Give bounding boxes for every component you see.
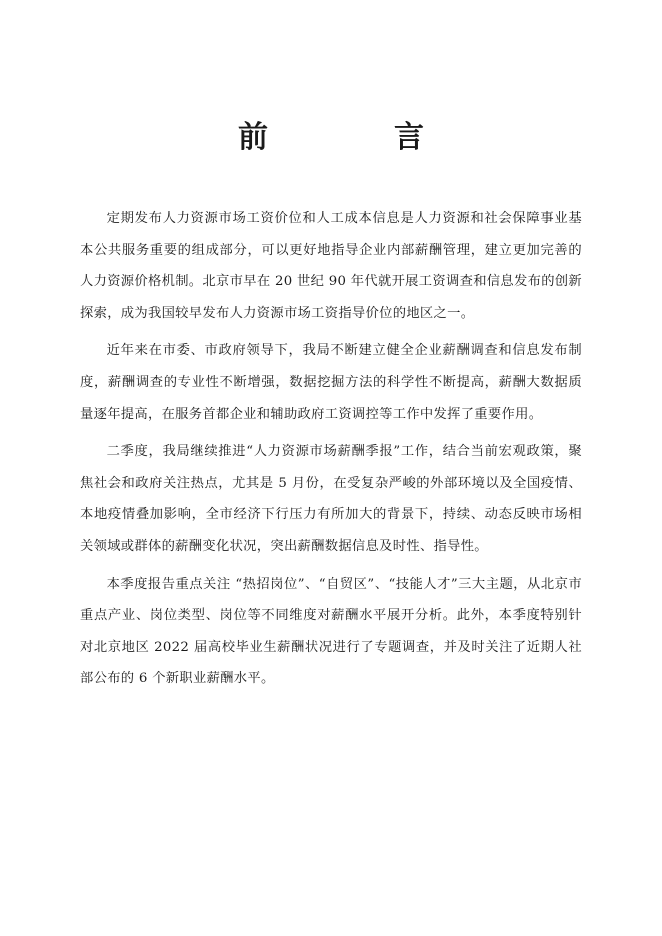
paragraph-3: 二季度，我局继续推进“人力资源市场薪酬季报”工作，结合当前宏观政策，聚焦社会和政府关注热点，尤其是 5 月份，在受复杂严峻的外部环境以及全国疫情、本地疫情叠加影响，全市经济下行压力有所加大的背景下，持续、动态反映市场相关领域或群体的薪酬变化状况，突出薪酬数据信息及时性、指导性。 xyxy=(80,444,582,554)
body-text xyxy=(80,203,582,701)
paragraph-1: 定期发布人力资源市场工资价位和人工成本信息是人力资源和社会保障事业基本公共服务重要的组成部分，可以更好地指导企业内部薪酬管理，建立更加完善的人力资源价格机制。北京市早在 20 世纪 90 年代就开展工资调查和信息发布的创新探索，成为我国较早发布人力资源市场工资指导价位的地区之一。 xyxy=(80,211,582,321)
page-title: 前 言 xyxy=(238,120,472,155)
paragraph-2: 近年来在市委、市政府领导下，我局不断建立健全企业薪酬调查和信息发布制度，薪酬调查的专业性不断增强，数据挖掘方法的科学性不断提高，薪酬大数据质量逐年提高，在服务首都企业和辅助政府工资调控等工作中发挥了重要作用。 xyxy=(80,343,582,422)
paragraph-4: 本季度报告重点关注 “热招岗位”、“自贸区”、“技能人才”三大主题，从北京市重点产业、岗位类型、岗位等不同维度对薪酬水平展开分析。此外，本季度特别针对北京地区 2022 届高校毕业生薪酬状况进行了专题调查，并及时关注了近期人社部公布的 6 个新职业薪酬水平。 xyxy=(80,576,582,687)
